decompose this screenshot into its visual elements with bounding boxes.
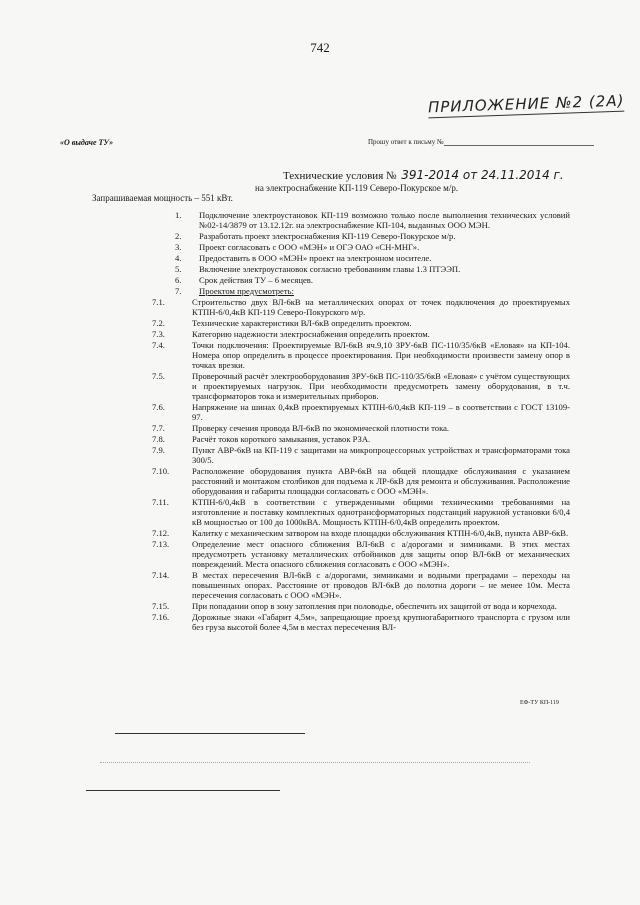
sub-list-item-text: Точки подключения: Проектируемые ВЛ-6кВ яч.9,10 ЗРУ-6кВ ПС-110/35/6кВ «Еловая» на КП-104. Номера опор определить в процессе проектирования. При необходимости произвести замену опор в точках врезки. (192, 340, 570, 370)
list-item (175, 242, 570, 252)
sub-list-item-text: Расчёт токов короткого замыкания, уставок РЗА. (192, 434, 371, 444)
list-item-text: Подключение электроустановок КП-119 возможно только после выполнения технических условий №02-14/3879 от 13.12.12г. на электроснабжение КП-104, выданных ООО МЭН. (199, 210, 570, 230)
reference-left: «О выдаче ТУ» (60, 138, 114, 147)
list-item (175, 231, 570, 241)
sub-list-item-number: 7.7. (152, 423, 165, 433)
sub-list-item-text: При попадании опор в зону затопления при половодье, обеспечить их защитой от вода и корчехода. (192, 601, 557, 611)
sub-list-item (152, 445, 570, 465)
sub-list-item-number: 7.13. (152, 539, 170, 549)
reference-right-text: Прошу ответ к письму № (368, 138, 444, 146)
list-item-number: 3. (175, 242, 182, 252)
list-item-text: Разработать проект электроснабжения КП-119 Северо-Покурское м/р. (199, 231, 456, 241)
sub-list-item-text: Расположение оборудования пункта АВР-6кВ на общей площадке обслуживания с указанием расстояний и монтажом столбиков для подъема к ЛР-6кВ для ремонта и обслуживания. Расположение оборудования и габариты площадки согласовать с ООО «МЭН». (192, 466, 570, 496)
sub-list-item (152, 434, 570, 444)
sub-list-item-text: КТПН-6/0,4кВ в соответствии с утвержденными общими техническими требованиями на изготовление и поставку комплектных однотрансформаторных подстанций наружной установки 6/0,4 кВ мощностью от 100 до 1000кВА. Мощность КТПН-6/0,4кВ определить проектом. (192, 497, 570, 527)
sub-list-item (152, 601, 570, 611)
sub-list-item (152, 329, 570, 339)
signature-line (86, 790, 280, 791)
list-item (175, 264, 570, 274)
sub-list-item (152, 612, 570, 632)
sub-list-item-text: Категорию надежности электроснабжения определить проектом. (192, 329, 430, 339)
sub-list-item (152, 528, 570, 538)
sub-list-item (152, 497, 570, 527)
sub-list-item-number: 7.4. (152, 340, 165, 350)
divider (100, 762, 530, 763)
sub-list-item-number: 7.10. (152, 466, 170, 476)
conditions-list (152, 210, 570, 633)
sub-list-item (152, 423, 570, 433)
sub-list-item-number: 7.1. (152, 297, 165, 307)
sub-list-item (152, 570, 570, 600)
list-item-text: Включение электроустановок согласно требованиям главы 1.3 ПТЭЭП. (199, 264, 461, 274)
list-item (175, 286, 570, 296)
sub-list-item (152, 318, 570, 328)
sub-list-item-number: 7.2. (152, 318, 165, 328)
sub-list-item-text: Пункт АВР-6кВ на КП-119 с защитами на микропроцессорных устройствах и трансформаторами тока 300/5. (192, 445, 570, 465)
sub-list-item-text: Дорожные знаки «Габарит 4,5м», запрещающие проезд крупногабаритного транспорта с грузом или без груза высотой более 4,5м в местах пересечения ВЛ- (192, 612, 570, 632)
sub-list-item-number: 7.8. (152, 434, 165, 444)
list-item-text: Проект согласовать с ООО «МЭН» и ОГЭ ОАО «СН-МНГ». (199, 242, 420, 252)
list-item (175, 253, 570, 263)
sub-list-item-text: Проверочный расчёт электрооборудования ЗРУ-6кВ ПС-110/35/6кВ «Еловая» с учётом существующих и проектируемых нагрузок. При необходимости предусмотреть замену оборудования, в т.ч. трансформаторов тока и измерительных приборов. (192, 371, 570, 401)
sub-list-item-text: В местах пересечения ВЛ-6кВ с а/дорогами, зимниками и водными преградами – переходы на повышенных опорах. Расстояние от проводов ВЛ-6кВ до полотна дороги – не менее 10м. Места пересечения согласовать с ООО «МЭН». (192, 570, 570, 600)
sub-list-item-text: Проверку сечения провода ВЛ-6кВ по экономической плотности тока. (192, 423, 450, 433)
list-item-number: 6. (175, 275, 182, 285)
list-item-number: 4. (175, 253, 182, 263)
signature-line (115, 733, 305, 734)
sub-list-item-text: Строительство двух ВЛ-6кВ на металлических опорах от точек подключения до проектируемых КТПН-6/0,4кВ КП-119 Северо-Покурского м/р. (192, 297, 570, 317)
sub-list-item (152, 297, 570, 317)
page-number: 742 (310, 40, 330, 55)
sub-list-item-number: 7.14. (152, 570, 170, 580)
list-item-number: 2. (175, 231, 182, 241)
footer-code: ЕФ-ТУ КП-119 (520, 700, 559, 706)
list-item-text: Проектом предусмотреть: (199, 286, 294, 296)
sub-list-item-number: 7.3. (152, 329, 165, 339)
sub-list-item-number: 7.16. (152, 612, 170, 622)
sub-list-item (152, 371, 570, 401)
list-item-number: 5. (175, 264, 182, 274)
list-item-text: Предоставить в ООО «МЭН» проект на электронном носителе. (199, 253, 432, 263)
document-subtitle: на электроснабжение КП-119 Северо-Покурское м/р. (255, 183, 459, 193)
sub-list-item (152, 340, 570, 370)
sub-list-item-number: 7.15. (152, 601, 170, 611)
sub-list-item-number: 7.12. (152, 528, 170, 538)
title-prefix: Технические условия № (283, 170, 397, 182)
sub-list-item-text: Технические характеристики ВЛ-6кВ определить проектом. (192, 318, 412, 328)
list-item-text: Срок действия ТУ – 6 месяцев. (199, 275, 313, 285)
sub-list-item-number: 7.5. (152, 371, 165, 381)
sub-conditions-list (152, 297, 570, 632)
sub-list-item-text: Напряжение на шинах 0,4кВ проектируемых КТПН-6/0,4кВ КП-119 – в соответствии с ГОСТ 13109-97. (192, 402, 570, 422)
sub-list-item-text: Калитку с механическим затвором на входе площадки обслуживания КТПН-6/0,4кВ, пункта АВР-6кВ. (192, 528, 569, 538)
sub-list-item (152, 466, 570, 496)
list-item-number: 7. (175, 286, 182, 296)
sub-list-item (152, 539, 570, 569)
list-item (175, 275, 570, 285)
sub-list-item-text: Определение мест опасного сближения ВЛ-6кВ с а/дорогами и зимниками. В этих местах предусмотреть установку металлических отбойников для защиты опор ВЛ-6кВ от механических повреждений. Места опасного сближения согласовать с ООО «МЭН». (192, 539, 570, 569)
sub-list-item-number: 7.6. (152, 402, 165, 412)
sub-list-item (152, 402, 570, 422)
appendix-label: ПРИЛОЖЕНИЕ №2 (2А) (427, 91, 625, 117)
document-title (283, 168, 564, 182)
list-item-number: 1. (175, 210, 182, 220)
requested-power: Запрашиваемая мощность – 551 кВт. (92, 193, 233, 203)
sub-list-item-number: 7.9. (152, 445, 165, 455)
sub-list-item-number: 7.11. (152, 497, 169, 507)
title-number: 391-2014 от 24.11.2014 г. (401, 168, 564, 182)
reference-right (368, 138, 594, 146)
list-item (175, 210, 570, 230)
